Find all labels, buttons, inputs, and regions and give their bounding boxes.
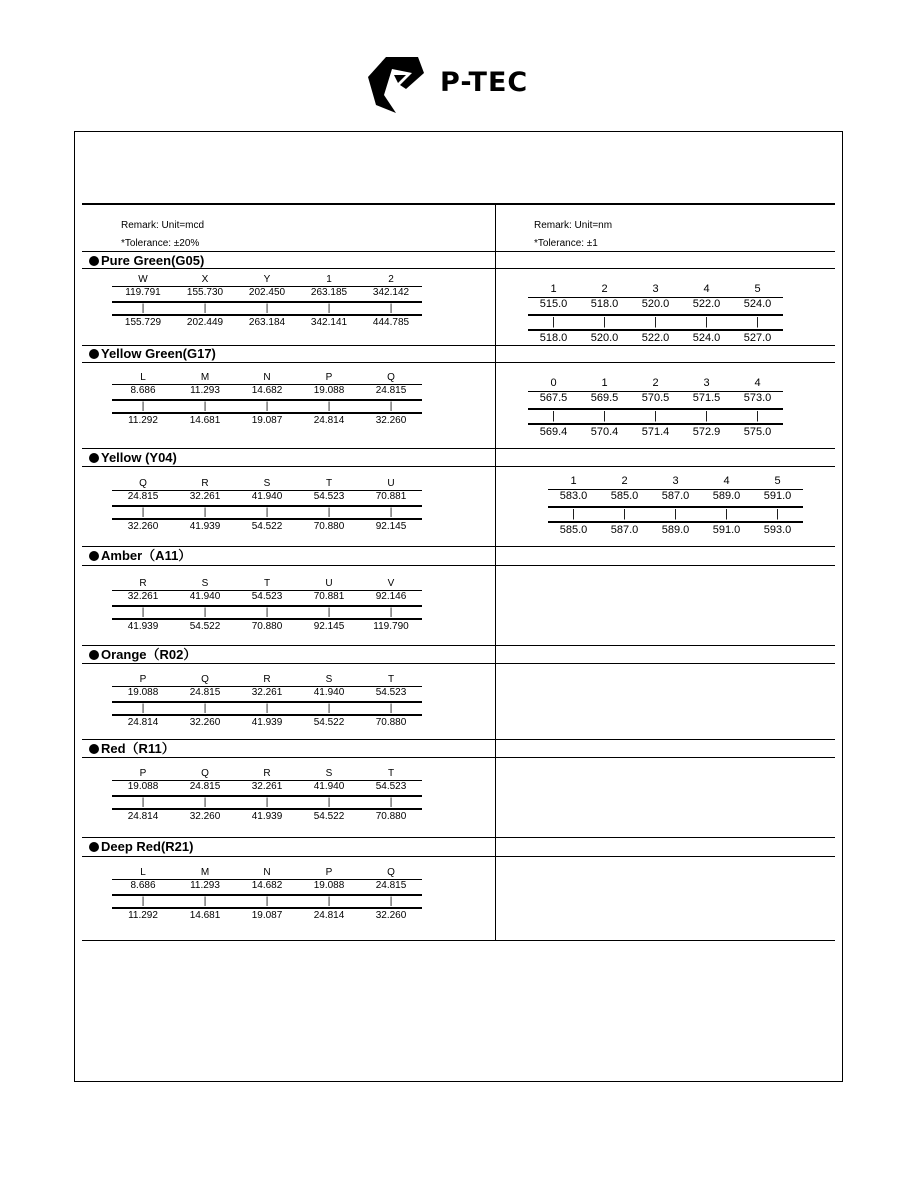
bin-max-value: 263.184 [248,317,286,328]
bin-min-value: 19.088 [127,687,159,698]
bin-max-value: 585.0 [559,524,588,536]
bin-max-value: 41.939 [251,811,283,822]
section-title [89,346,216,361]
bin-min-value: 32.261 [251,687,283,698]
bin-code: 1 [601,377,608,389]
bin-max-value: 54.522 [313,717,345,728]
bin-separator: | [572,508,575,520]
section-title [89,450,177,465]
bin-max-value: 54.522 [251,521,283,532]
bin-code: Q [201,768,209,779]
row-border [82,251,835,252]
bin-code: X [201,274,209,285]
bin-rule [112,714,422,716]
bin-separator: | [327,607,331,618]
bin-code: R [139,578,147,589]
bin-min-value: 32.261 [127,591,159,602]
bin-code: L [140,867,146,878]
bin-min-value: 24.815 [375,385,407,396]
bin-max-value: 54.522 [189,621,221,632]
bin-max-value: 571.4 [641,426,670,438]
bin-min-value: 32.261 [189,491,221,502]
bin-rule [528,423,783,425]
row-border [82,837,835,838]
bin-max-value: 32.260 [127,521,159,532]
bin-code: 5 [754,283,761,295]
bin-code: 1 [326,274,332,285]
bin-max-value: 70.880 [251,621,283,632]
bin-code: 2 [388,274,394,285]
bin-rule [112,314,422,316]
bin-code: W [138,274,148,285]
bin-code: T [263,578,271,589]
bin-min-value: 41.940 [313,781,345,792]
bin-min-value: 54.523 [313,491,345,502]
bin-min-value: 11.293 [190,385,220,396]
bin-code: Q [387,867,395,878]
row-border [82,448,835,449]
bin-code: P [139,768,147,779]
bin-max-value: 70.880 [375,717,407,728]
bin-min-value: 518.0 [590,298,619,310]
bin-separator: | [603,410,606,422]
bin-min-value: 571.5 [692,392,721,404]
bin-min-value: 14.682 [251,385,283,396]
remark-unit-nm: Remark: Unit=nm [534,220,613,231]
bin-separator: | [756,316,759,328]
bin-separator: | [327,507,331,518]
bin-code: L [140,372,146,383]
bin-code: T [387,768,395,779]
bin-separator: | [265,507,269,518]
bin-separator: | [203,303,207,314]
bin-code: 4 [723,475,730,487]
bin-code: T [387,674,395,685]
bin-max-value: 342.141 [310,317,348,328]
bin-max-value: 569.4 [539,426,568,438]
bin-max-value: 11.292 [128,415,158,426]
bin-min-value: 92.146 [375,591,407,602]
bin-separator: | [203,703,207,714]
bin-min-value: 202.450 [248,287,286,298]
bin-max-value: 19.087 [251,415,283,426]
bin-code: S [201,578,209,589]
bin-min-value: 54.523 [375,781,407,792]
bin-max-value: 589.0 [661,524,690,536]
bin-code: 4 [703,283,710,295]
bin-code: V [387,578,395,589]
bin-min-value: 570.5 [641,392,670,404]
bin-separator: | [776,508,779,520]
bin-min-value: 569.5 [590,392,619,404]
bin-max-value: 587.0 [610,524,639,536]
bin-min-value: 70.881 [375,491,407,502]
row-border [82,645,835,646]
bin-min-value: 342.142 [372,287,410,298]
bin-separator: | [756,410,759,422]
bin-max-value: 41.939 [127,621,159,632]
bin-max-value: 591.0 [712,524,741,536]
bin-code: R [201,478,209,489]
bin-separator: | [203,896,207,907]
bin-separator: | [141,401,145,412]
bin-min-value: 41.940 [313,687,345,698]
bin-separator: | [141,507,145,518]
bin-separator: | [141,607,145,618]
bin-code: U [387,478,395,489]
bin-separator: | [327,401,331,412]
remark-tolerance-mcd: *Tolerance: ±20% [121,238,200,249]
bin-min-value: 8.686 [130,880,156,891]
remark-tolerance-nm: *Tolerance: ±1 [534,238,598,249]
row-border [82,268,835,269]
bin-max-value: 24.814 [313,415,345,426]
bin-max-value: 41.939 [251,717,283,728]
bin-separator: | [265,401,269,412]
bin-separator: | [327,703,331,714]
bin-min-value: 14.682 [251,880,283,891]
bin-min-value: 41.940 [251,491,283,502]
bullet-icon [89,650,99,660]
section-title [89,839,193,854]
section-title [89,253,204,268]
bin-min-value: 587.0 [661,490,690,502]
row-border [82,565,835,566]
bin-separator: | [265,607,269,618]
bin-code: T [325,478,333,489]
bin-code: P [139,674,147,685]
bin-max-value: 527.0 [743,332,772,344]
bin-separator: | [327,896,331,907]
bin-min-value: 119.791 [125,287,161,298]
bin-max-value: 24.814 [313,910,345,921]
remark-unit-mcd: Remark: Unit=mcd [121,220,205,231]
section-title [89,647,196,662]
bin-code: N [263,867,271,878]
bin-min-value: 11.293 [190,880,220,891]
bin-code: R [263,674,271,685]
bin-rule [548,521,803,523]
bin-max-value: 92.145 [375,521,407,532]
bin-code: Q [139,478,147,489]
bin-separator: | [327,797,331,808]
bin-code: N [263,372,271,383]
section-title-label: Pure Green(G05) [101,253,205,268]
bin-min-value: 19.088 [127,781,159,792]
bin-max-value: 522.0 [641,332,670,344]
bin-separator: | [705,410,708,422]
section-title-label: Yellow (Y04) [101,450,177,465]
bin-min-value: 573.0 [743,392,772,404]
bin-code: Y [263,274,271,285]
bin-separator: | [265,797,269,808]
bin-min-value: 585.0 [610,490,639,502]
bin-max-value: 520.0 [590,332,619,344]
bin-separator: | [389,703,393,714]
bin-separator: | [327,303,331,314]
bin-separator: | [725,508,728,520]
bin-max-value: 572.9 [692,426,721,438]
bin-max-value: 444.785 [372,317,410,328]
bin-separator: | [552,410,555,422]
bin-separator: | [203,401,207,412]
bin-min-value: 24.815 [127,491,159,502]
column-divider [495,205,496,941]
bin-code: 3 [652,283,659,295]
bin-max-value: 24.814 [127,811,159,822]
bullet-icon [89,744,99,754]
bin-min-value: 54.523 [251,591,283,602]
bin-rule [112,808,422,810]
bin-code: P [325,867,333,878]
bin-min-value: 591.0 [763,490,792,502]
bin-max-value: 70.880 [375,811,407,822]
bin-min-value: 520.0 [641,298,670,310]
bin-max-value: 19.087 [251,910,283,921]
bin-code: S [263,478,271,489]
bin-separator: | [705,316,708,328]
bin-min-value: 32.261 [251,781,283,792]
bin-separator: | [141,797,145,808]
bin-separator: | [654,316,657,328]
bin-code: M [200,867,210,878]
bullet-icon [89,551,99,561]
bin-min-value: 8.686 [130,385,156,396]
row-border [82,940,835,941]
bin-max-value: 575.0 [743,426,772,438]
logo-mark-icon [366,55,426,115]
bin-max-value: 518.0 [539,332,568,344]
section-title [89,741,175,756]
bin-code: 4 [754,377,761,389]
bin-separator: | [389,896,393,907]
bin-rule [528,329,783,331]
bin-separator: | [203,607,207,618]
bin-code: 1 [550,283,557,295]
bin-separator: | [389,401,393,412]
row-border [82,856,835,857]
bin-code: Q [201,674,209,685]
bin-min-value: 522.0 [692,298,721,310]
bin-separator: | [603,316,606,328]
bin-separator: | [203,507,207,518]
bin-separator: | [674,508,677,520]
bin-code: 3 [703,377,710,389]
bin-separator: | [389,303,393,314]
bin-min-value: 567.5 [539,392,568,404]
logo-text: P-TEC [440,67,529,98]
bullet-icon [89,842,99,852]
bin-code: S [325,674,333,685]
bin-min-value: 24.815 [375,880,407,891]
bin-separator: | [265,303,269,314]
row-border [82,663,835,664]
bin-max-value: 32.260 [375,415,407,426]
bin-max-value: 524.0 [692,332,721,344]
bin-max-value: 14.681 [189,910,221,921]
bin-min-value: 24.815 [189,687,221,698]
bin-max-value: 70.880 [313,521,345,532]
bin-min-value: 19.088 [313,385,345,396]
bin-max-value: 570.4 [590,426,619,438]
bin-separator: | [203,797,207,808]
bin-max-value: 32.260 [375,910,407,921]
bin-min-value: 583.0 [559,490,588,502]
bin-separator: | [141,896,145,907]
bin-min-value: 263.185 [310,287,348,298]
bin-separator: | [141,303,145,314]
section-title-label: Amber（A11） [101,548,192,563]
bin-code: Q [387,372,395,383]
bin-max-value: 54.522 [313,811,345,822]
section-title-label: Red（R11） [101,741,175,756]
bin-max-value: 11.292 [128,910,158,921]
bin-min-value: 524.0 [743,298,772,310]
bin-min-value: 19.088 [313,880,345,891]
bin-separator: | [389,507,393,518]
bin-code: P [325,372,333,383]
bin-rule [112,907,422,909]
bin-max-value: 32.260 [189,717,221,728]
bin-separator: | [654,410,657,422]
row-border [82,757,835,758]
bin-max-value: 41.939 [189,521,221,532]
bin-separator: | [389,607,393,618]
row-border [82,362,835,363]
bin-code: M [200,372,210,383]
bin-min-value: 54.523 [375,687,407,698]
bin-max-value: 202.449 [186,317,224,328]
row-border [82,466,835,467]
bin-rule [112,412,422,414]
bin-max-value: 24.814 [127,717,159,728]
bin-separator: | [389,797,393,808]
bin-code: 0 [550,377,557,389]
bin-code: 3 [672,475,679,487]
bin-min-value: 24.815 [189,781,221,792]
section-title-label: Orange（R02） [101,647,197,662]
bin-min-value: 70.881 [313,591,345,602]
bin-code: S [325,768,333,779]
bin-separator: | [552,316,555,328]
p-tec-logo [366,55,556,115]
bin-separator: | [265,896,269,907]
row-border [82,546,835,547]
section-title-label: Yellow Green(G17) [101,346,216,361]
bin-rule [112,518,422,520]
bin-min-value: 41.940 [189,591,221,602]
bin-code: U [325,578,333,589]
bin-min-value: 155.730 [186,287,224,298]
bullet-icon [89,453,99,463]
section-title-label: Deep Red(R21) [101,839,194,854]
bullet-icon [89,349,99,359]
table-top-border [82,203,835,205]
bin-max-value: 119.790 [373,621,409,632]
bin-rule [112,618,422,620]
bin-separator: | [141,703,145,714]
bin-min-value: 515.0 [539,298,568,310]
bin-code: 2 [652,377,659,389]
bin-separator: | [623,508,626,520]
section-title [89,548,191,563]
bin-code: R [263,768,271,779]
bin-code: 1 [570,475,577,487]
bin-min-value: 589.0 [712,490,741,502]
bin-max-value: 32.260 [189,811,221,822]
bullet-icon [89,256,99,266]
bin-code: 2 [621,475,628,487]
bin-max-value: 593.0 [763,524,792,536]
bin-max-value: 92.145 [313,621,345,632]
row-border [82,739,835,740]
bin-separator: | [265,703,269,714]
bin-max-value: 14.681 [189,415,221,426]
bin-code: 5 [774,475,781,487]
bin-code: 2 [601,283,608,295]
bin-max-value: 155.729 [124,317,162,328]
